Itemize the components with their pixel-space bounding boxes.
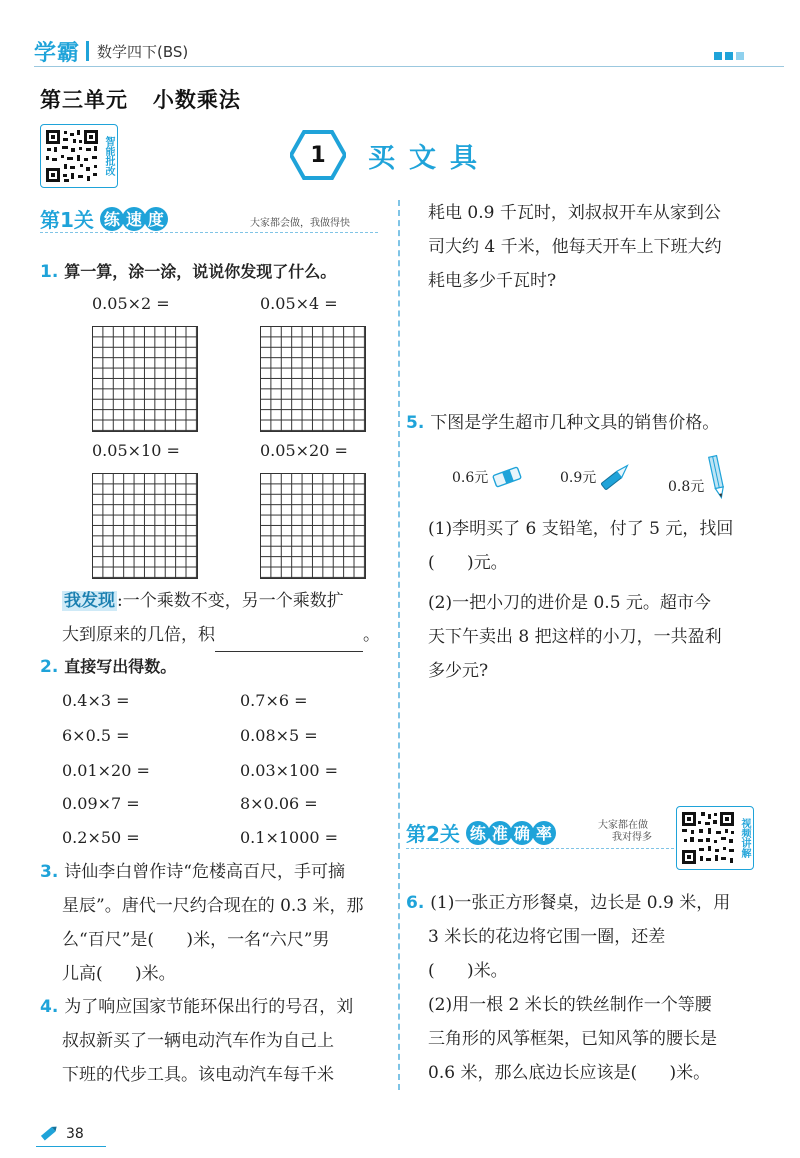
stage-1-badge — [100, 207, 166, 231]
calc-item: 0.4×3 = — [62, 691, 130, 710]
question-5-number: 5. — [406, 413, 425, 433]
question-1-text: 算一算，涂一涂，说说你发现了什么。 — [64, 262, 337, 281]
expression: 0.05×10 = — [92, 441, 180, 460]
question-2-text: 直接写出得数。 — [64, 657, 177, 676]
question-3-line: 诗仙李白曾作诗“危楼高百尺，手可摘 — [64, 862, 345, 882]
question-6-line: 3 米长的花边将它围一圈，还差 — [428, 927, 666, 947]
calc-item: 0.08×5 = — [240, 726, 318, 745]
expression: 0.05×20 = — [260, 441, 348, 460]
lesson-heading — [290, 130, 491, 180]
hundred-grid[interactable] — [92, 326, 198, 432]
stage-1-number: 第1关 — [40, 208, 94, 232]
stage-2-slogan-line: 大家都在做 — [598, 820, 648, 831]
question-3-line: 星辰”。唐代一尺约合现在的 0.3 米，那 — [62, 896, 364, 916]
footer-underline — [36, 1146, 106, 1147]
discover-text: :一个乘数不变，另一个乘数扩 — [117, 591, 344, 611]
price-label: 0.6元 — [452, 470, 489, 486]
stage-2-slogan — [598, 820, 652, 844]
qr-code-icon — [680, 810, 736, 866]
question-3-line: 么“百尺”是( )米，一名“六尺”男 — [62, 930, 330, 950]
question-3-number: 3. — [40, 862, 59, 882]
discover-label: 我发现 — [64, 591, 115, 611]
badge-char: 速 — [122, 207, 146, 231]
question-6-line: 三角形的风筝框架，已知风筝的腰长是 — [428, 1029, 717, 1049]
question-6 — [406, 886, 778, 1090]
price-label: 0.8元 — [668, 479, 705, 495]
discovery-line-1 — [62, 584, 344, 618]
expression: 0.05×4 = — [260, 294, 338, 313]
discover-text: 大到原来的几倍，积 — [62, 625, 215, 645]
question-5-line: 多少元? — [428, 661, 489, 681]
question-4-line: 为了响应国家节能环保出行的号召，刘 — [64, 997, 354, 1017]
question-1 — [40, 255, 336, 289]
expression: 0.05×2 = — [92, 294, 170, 313]
hundred-grid[interactable] — [260, 473, 366, 579]
question-5-part-1 — [428, 512, 778, 580]
qr-code-video[interactable] — [676, 806, 754, 870]
qr-label-smart-grading: 智能批改 — [103, 136, 114, 176]
stage-2-slogan-line: 我对得多 — [612, 832, 652, 843]
header-divider — [34, 66, 784, 67]
calc-item: 0.03×100 = — [240, 761, 339, 780]
question-5-text: 下图是学生超市几种文具的销售价格。 — [430, 413, 720, 433]
stage-2-number: 第2关 — [406, 822, 460, 846]
question-4-line: 司大约 4 千米，他每天开车上下班大约 — [428, 237, 722, 257]
calc-item: 0.01×20 = — [62, 761, 150, 780]
discovery-line-2 — [62, 618, 380, 652]
question-6-line: (1)一张正方形餐桌，边长是 0.9 米，用 — [430, 893, 731, 913]
question-5-line: (1)李明买了 6 支铅笔，付了 5 元，找回 — [428, 519, 734, 539]
price-label: 0.9元 — [560, 470, 597, 486]
stage-1-slogan: 大家都会做，我做得快 — [250, 218, 350, 229]
pen-icon — [38, 1122, 60, 1144]
lesson-title: 买文具 — [368, 142, 491, 174]
badge-char: 练 — [100, 207, 124, 231]
book-subtitle: 数学四下(BS) — [97, 42, 189, 61]
calc-item: 0.09×7 = — [62, 794, 140, 813]
question-3-line: 儿高( )米。 — [62, 964, 176, 984]
qr-code-smart-grading[interactable] — [40, 124, 118, 188]
calc-item: 0.1×1000 = — [240, 828, 339, 847]
badge-char: 率 — [532, 821, 556, 845]
stage-2-header — [406, 818, 554, 847]
stage-2-underline — [406, 848, 674, 849]
question-6-line: (2)用一根 2 米长的铁丝制作一个等腰 — [428, 995, 712, 1015]
question-6-number: 6. — [406, 893, 425, 913]
question-5-line: (2)一把小刀的进价是 0.5 元。超市今 — [428, 593, 711, 613]
brand-separator — [86, 41, 89, 61]
column-divider — [398, 200, 400, 1090]
brand-header — [34, 38, 188, 64]
question-5 — [406, 406, 719, 440]
question-1-number: 1. — [40, 262, 59, 282]
question-4 — [40, 990, 390, 1092]
lesson-number: 1 — [310, 142, 326, 168]
question-4-line: 耗电 0.9 千瓦时，刘叔叔开车从家到公 — [428, 203, 721, 223]
page-number: 38 — [66, 1126, 84, 1142]
price-item-eraser — [452, 464, 524, 490]
badge-char: 确 — [510, 821, 534, 845]
question-4-line: 叔叔新买了一辆电动汽车作为自己上 — [62, 1031, 334, 1051]
calc-item: 8×0.06 = — [240, 794, 318, 813]
pencil-icon — [706, 454, 728, 500]
question-4-continued — [428, 196, 778, 298]
eraser-icon — [490, 464, 524, 490]
question-5-line: 天下午卖出 8 把这样的小刀，一共盈利 — [428, 627, 722, 647]
qr-label-video: 视频讲解 — [739, 818, 750, 858]
calc-item: 6×0.5 = — [62, 726, 130, 745]
qr-code-icon — [44, 128, 100, 184]
price-item-knife — [560, 462, 634, 492]
brand-logo: 学霸 — [34, 40, 81, 66]
stage-2-badge — [466, 821, 554, 845]
header-squares-icon — [714, 52, 744, 60]
knife-icon — [598, 462, 634, 492]
lesson-number-hexagon — [290, 130, 346, 180]
calc-item: 0.7×6 = — [240, 691, 308, 710]
question-2-number: 2. — [40, 657, 59, 677]
calc-item: 0.2×50 = — [62, 828, 140, 847]
badge-char: 准 — [488, 821, 512, 845]
question-4-number: 4. — [40, 997, 59, 1017]
question-6-line: ( )米。 — [428, 961, 508, 981]
hundred-grid[interactable] — [260, 326, 366, 432]
question-5-part-2 — [428, 586, 778, 688]
question-2 — [40, 650, 176, 684]
stage-1-underline — [40, 232, 378, 233]
answer-blank[interactable] — [215, 627, 363, 652]
question-4-line: 耗电多少千瓦时? — [428, 271, 557, 291]
question-6-line: 0.6 米，那么底边长应该是( )米。 — [428, 1063, 711, 1083]
question-5-line: ( )元。 — [428, 553, 508, 573]
badge-char: 度 — [144, 207, 168, 231]
question-4-line: 下班的代步工具。该电动汽车每千米 — [62, 1065, 334, 1085]
stage-1-header — [40, 204, 166, 233]
unit-title: 第三单元 小数乘法 — [40, 88, 241, 112]
price-item-pencil — [668, 454, 728, 500]
question-3 — [40, 855, 390, 991]
hundred-grid[interactable] — [92, 473, 198, 579]
discover-end: 。 — [363, 625, 380, 645]
badge-char: 练 — [466, 821, 490, 845]
